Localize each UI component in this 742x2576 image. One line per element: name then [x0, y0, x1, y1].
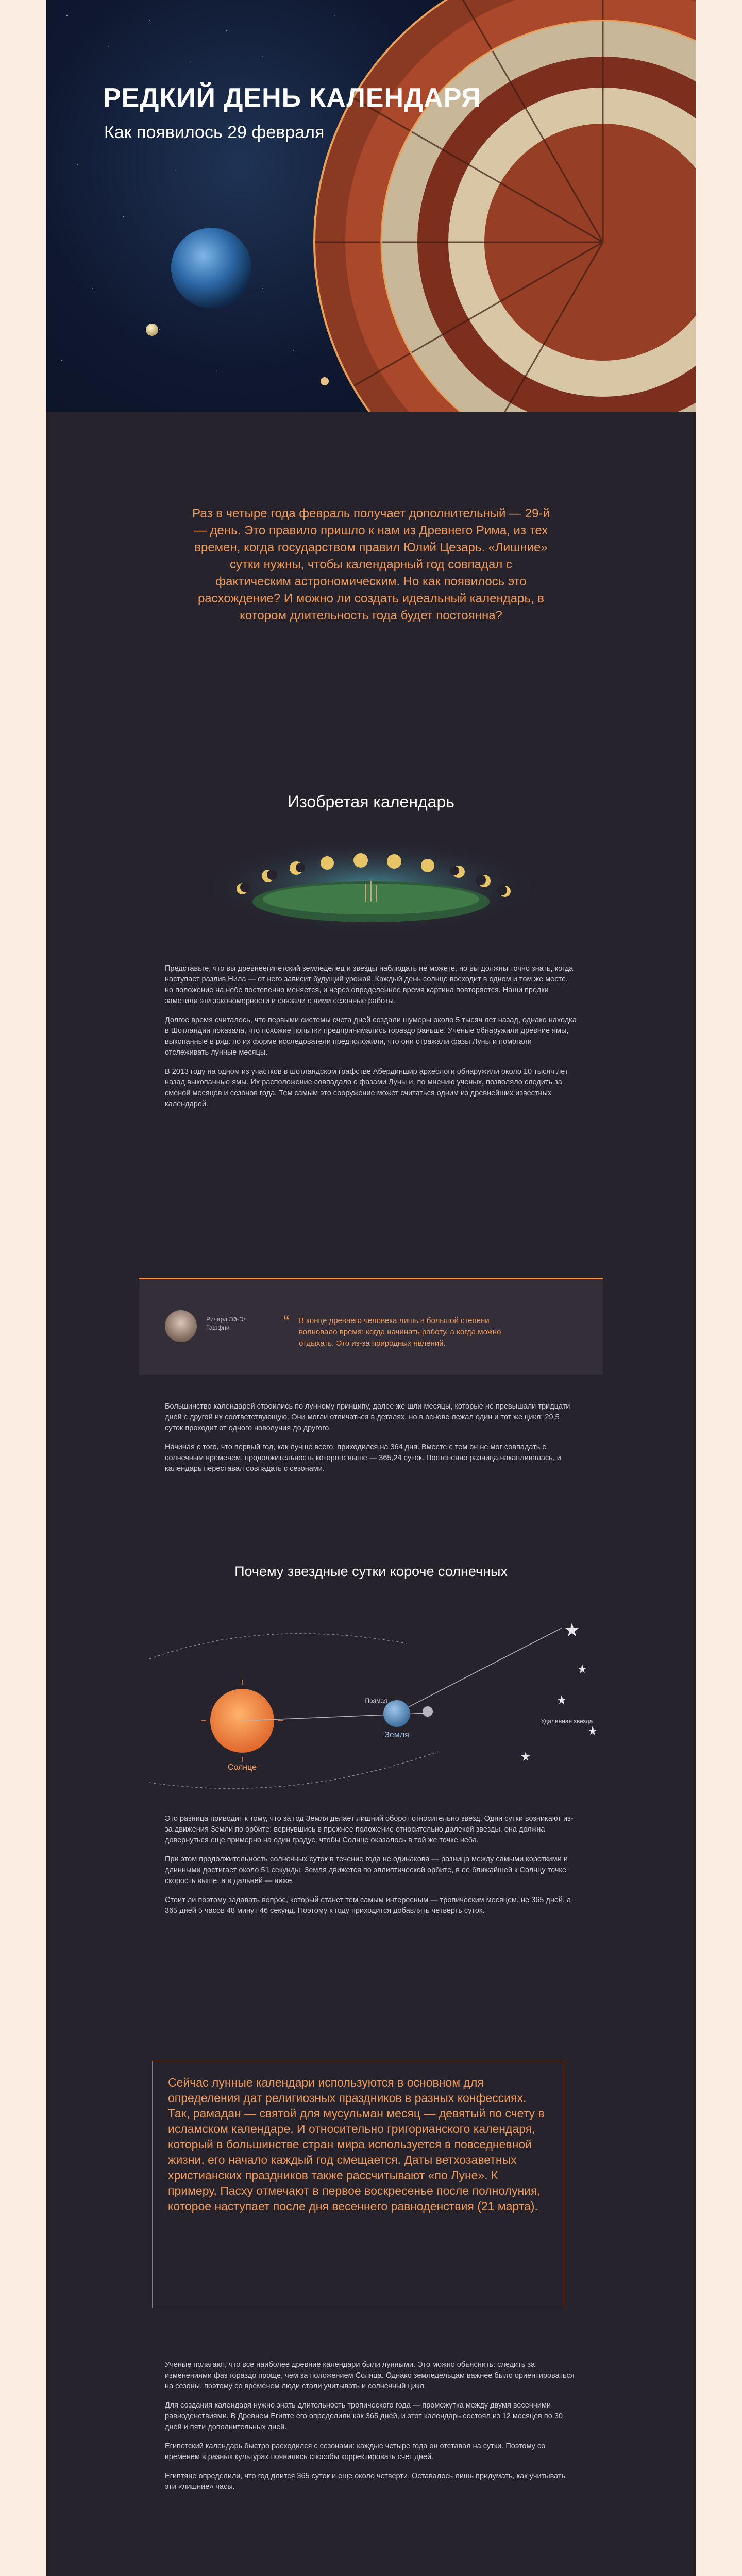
section3-text — [165, 1814, 577, 1925]
distant-star-label: Удаленная звезда — [541, 1718, 593, 1725]
avatar — [165, 1310, 197, 1342]
paragraph: Египтяне определили, что год длится 365 суток и еще около четверти. Оставалось лишь придумать, как учитывать эти «лишние» часы. — [165, 2472, 566, 2491]
quote-author: Ричард Эй-Эл Гаффни — [206, 1316, 247, 1331]
diagram-title-sidereal-day: Почему звездные сутки короче солнечных — [234, 1564, 508, 1579]
section4-text — [165, 2360, 577, 2501]
paragraph: При этом продолжительность солнечных суток в течение года не одинакова — разница между самыми короткими и длинными достигает около 51 секунды. Земля движется по эллиптической орбите, в ее ближайшей к Солнцу точке скорость выше, а в дальней — ниже. — [165, 1855, 568, 1885]
hero-illustration — [46, 0, 696, 412]
paragraph: В 2013 году на одном из участков в шотландском графстве Абердиншир археологи обнаружили около 10 тысяч лет назад выкопанные ямы. Их расположение совпадало с фазами Луны и, по мнению ученых, позволяло следить за сменой месяцев и сезонов года. Тем самым это сооружение может считаться одним из древнейших известных календарей. — [165, 1067, 568, 1108]
sun-label: Солнце — [227, 1763, 257, 1772]
quote-mark-icon: “ — [283, 1312, 290, 1332]
section2-text — [165, 1401, 577, 1483]
paragraph: Долгое время считалось, что первыми системы счета дней создали шумеры около 5 тысяч лет назад, однако находка в Шотландии показала, что похожие попытки предпринимались гораздо раньше. Ученые обнаружили древние ямы, выкопанные в ряд: по их форме исследователи предположили, что они отражали фазы Луны и помогали отслеживать лунные месяцы. — [165, 1016, 577, 1057]
earth-shape — [383, 1700, 410, 1727]
paragraph: Начиная с того, что первый год, как лучше всего, приходился на 364 дня. Вместе с тем он не мог совпадать с солнечным временем, продолжительность которого выше — 365,24 суток. Постепенно разница накапливалась, и календарь переставал совпадать с сезонами. — [165, 1443, 561, 1473]
paragraph: Стоит ли поэтому задавать вопрос, который станет тем самым интересным — тропическим месяцем, не 365 дней, а 365 дней 5 часов 48 минут 46 секунд. Поэтому к году приходится добавлять четверть суток. — [165, 1896, 571, 1915]
paragraph: Большинство календарей строились по лунному принципу, далее же шли месяцы, которые не превышали тридцати дней с другой их соответствующую. Они могли отличаться в деталях, но в основе лежал один и тот же цикл: 29,5 суток проходит от одного новолуния до другого. — [165, 1402, 570, 1432]
earth-label: Земля — [384, 1731, 409, 1739]
sidereal-day-diagram — [46, 1597, 696, 1793]
paragraph: Для создания календаря нужно знать длительность тропического года — промежутка между двумя весенними равноденствиями. В Древнем Египте его определили как 365 дней, и этот календарь состоял из 12 месяцев по 30 дней и пяти дополнительных дней. — [165, 2401, 563, 2431]
page-subtitle: Как появилось 29 февраля — [104, 123, 325, 142]
page-title: РЕДКИЙ ДЕНЬ КАЛЕНДАРЯ — [103, 83, 481, 113]
paragraph: Египетский календарь быстро расходился с сезонами: каждые четыре года он отставал на сутки. Поэтому со временем в разных культурах появились способы корректировать счет дней. — [165, 2442, 546, 2461]
moon-phases-illustration — [46, 824, 696, 938]
direction-label: Прямая — [365, 1697, 387, 1704]
callout-lunar-calendars: Сейчас лунные календари используются в основном для определения дат религиозных праздников в разных конфессиях. Так, рамадан — святой для мусульман месяц — девятый по счету в исламском календаре. И относительно григорианского календаря, который в большинстве стран мира используется в повседневной жизни, его начало каждый год смещается. Даты ветхозаветных христианских праздников также рассчитывают «по Луне». К примеру, Пасху отмечают в первое воскресенье после полнолуния, которое наступает после дня весеннего равноденствия (21 марта). — [152, 2061, 564, 2308]
lead-paragraph: Раз в четыре года февраль получает дополнительный — 29-й — день. Это правило пришло к нам из Древнего Рима, из тех времен, когда государством правил Юлий Цезарь. «Лишние» сутки нужны, чтобы календарный год совпадал с фактическим астрономическим. Но как появилось это расхождение? И можно ли создать идеальный календарь, в котором длительность года будет постоянна? — [192, 506, 550, 622]
paragraph: Ученые полагают, что все наиболее древние календари были лунными. Это можно объяснить: следить за изменениями фаз гораздо проще, чем за положением Солнца. Однако земледельцам важнее было ориентироваться на сезоны, поэтому со временем люди стали учитывать и солнечный цикл. — [165, 2361, 575, 2391]
paragraph: Это разница приводит к тому, что за год Земля делает лишний оборот относительно звезд. Одни сутки возникают из-за движения Земли по орбите: вернувшись в прежнее положение относительно далекой звезды, она должна довернуться еще примерно на один градус, чтобы Солнце оказалось в той же точке неба. — [165, 1815, 574, 1844]
quote-block — [139, 1278, 603, 1375]
section-title-inventing-calendar: Изобретая календарь — [288, 792, 454, 811]
quote-text: В конце древнего человека лишь в большой степени волновало время: когда начинать работу, а когда можно отдыхать. Это из-за природных явлений. — [299, 1316, 501, 1348]
paragraph: Представьте, что вы древнеегипетский земледелец и звезды наблюдать не можете, но вы должны точно знать, когда наступает разлив Нила — от него зависит будущий урожай. Каждый день солнце восходит в одном и том же месте, но положение на небе постепенно меняется, и через определенное время картина повторяется. Наши предки заметили эти закономерности и связали с ними сезонные работы. — [165, 964, 574, 1005]
article — [46, 0, 696, 2576]
section1-text — [165, 963, 577, 1118]
hero-banner — [46, 0, 696, 412]
